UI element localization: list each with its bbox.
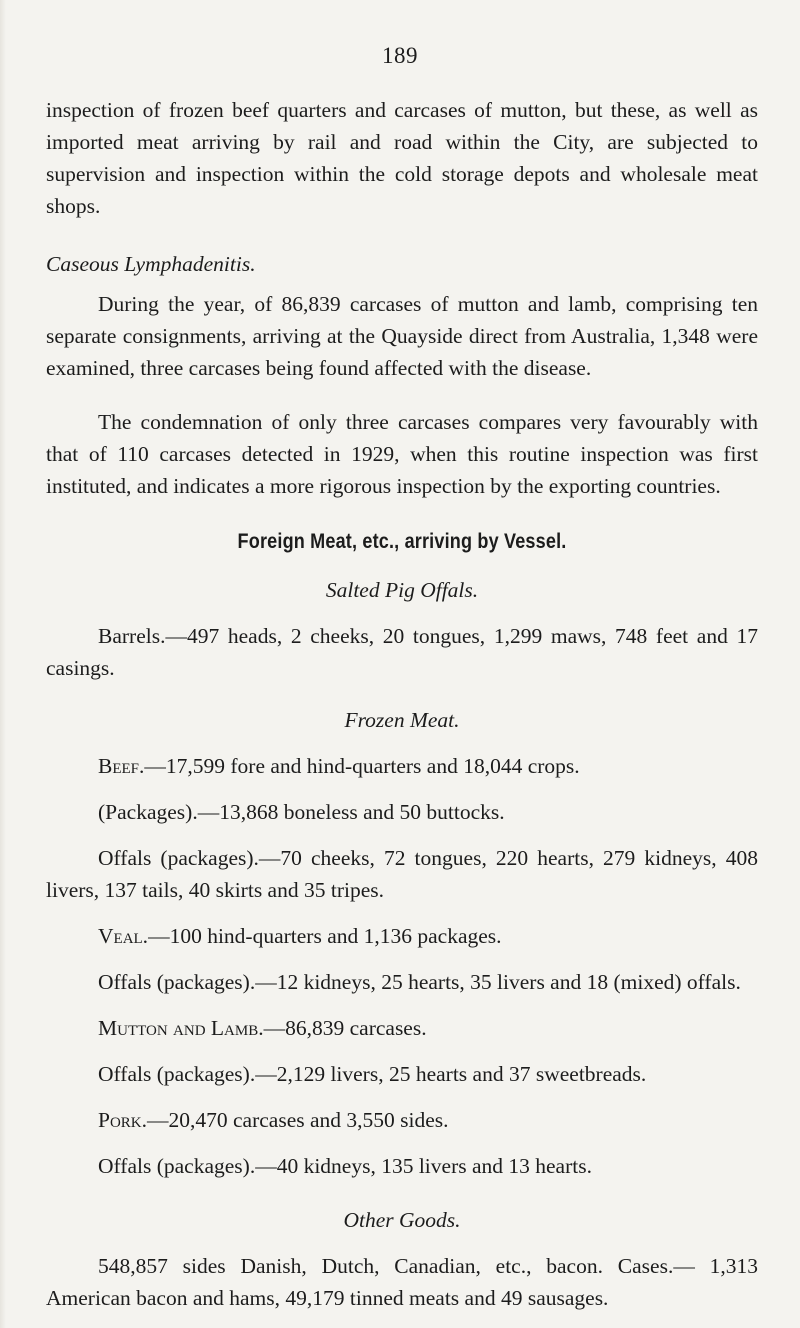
beef-offals-paragraph: Offals (packages).—70 cheeks, 72 tongues, 220 hearts, 279 kidneys, 408 livers, 137 tails, 40 skirts and 35 tripes.	[46, 846, 758, 902]
beef-label: Beef.	[98, 754, 145, 778]
pork-paragraph	[46, 1104, 758, 1136]
page-number: 189	[382, 43, 418, 68]
mutton-lamb-offals-paragraph: Offals (packages).—2,129 livers, 25 hearts and 37 sweetbreads.	[98, 1062, 647, 1086]
caseous-heading: Caseous Lymphadenitis.	[46, 252, 256, 276]
beef-text: —17,599 fore and hind-quarters and 18,044 crops.	[144, 754, 580, 778]
pork-offals-paragraph: Offals (packages).—40 kidneys, 135 livers and 13 hearts.	[98, 1154, 592, 1178]
frozen-meat-heading: Frozen Meat.	[344, 708, 460, 732]
veal-offals-paragraph: Offals (packages).—12 kidneys, 25 hearts, 35 livers and 18 (mixed) offals.	[98, 970, 741, 994]
mutton-lamb-text: —86,839 carcases.	[263, 1016, 427, 1040]
other-goods-heading: Other Goods.	[343, 1208, 461, 1232]
mutton-lamb-paragraph	[46, 1012, 758, 1044]
beef-packages-paragraph: (Packages).—13,868 boneless and 50 buttocks.	[98, 800, 505, 824]
pork-text: —20,470 carcases and 3,550 sides.	[147, 1108, 449, 1132]
other-goods-paragraph: 548,857 sides Danish, Dutch, Canadian, etc., bacon. Cases.— 1,313 American bacon and hams, 49,179 tinned meats and 49 sausages.	[46, 1254, 758, 1310]
salted-pig-offals-paragraph: Barrels.—497 heads, 2 cheeks, 20 tongues, 1,299 maws, 748 feet and 17 casings.	[46, 624, 758, 680]
mutton-lamb-label: Mutton and Lamb.	[98, 1016, 264, 1040]
foreign-meat-heading: Foreign Meat, etc., arriving by Vessel.	[237, 530, 567, 553]
veal-label: Veal.	[98, 924, 149, 948]
page-edge-shadow	[0, 0, 6, 1328]
body-text	[46, 94, 758, 1314]
intro-paragraph: inspection of frozen beef quarters and carcases of mutton, but these, as well as imported meat arriving by rail and road within the City, are subjected to supervision and inspection within the cold storage depots and wholesale meat shops.	[46, 98, 758, 218]
caseous-paragraph-1: During the year, of 86,839 carcases of mutton and lamb, comprising ten separate consignments, arriving at the Quayside direct from Australia, 1,348 were examined, three carcases being found affected with the disease.	[46, 292, 758, 380]
caseous-paragraph-2: The condemnation of only three carcases compares very favourably with that of 110 carcases detected in 1929, when this routine inspection was first instituted, and indicates a more rigorous inspection by the exporting countries.	[46, 410, 758, 498]
veal-text: —100 hind-quarters and 1,136 packages.	[148, 924, 502, 948]
beef-paragraph	[46, 750, 758, 782]
veal-paragraph	[46, 920, 758, 952]
pork-label: Pork.	[98, 1108, 148, 1132]
salted-pig-offals-heading: Salted Pig Offals.	[325, 578, 479, 602]
